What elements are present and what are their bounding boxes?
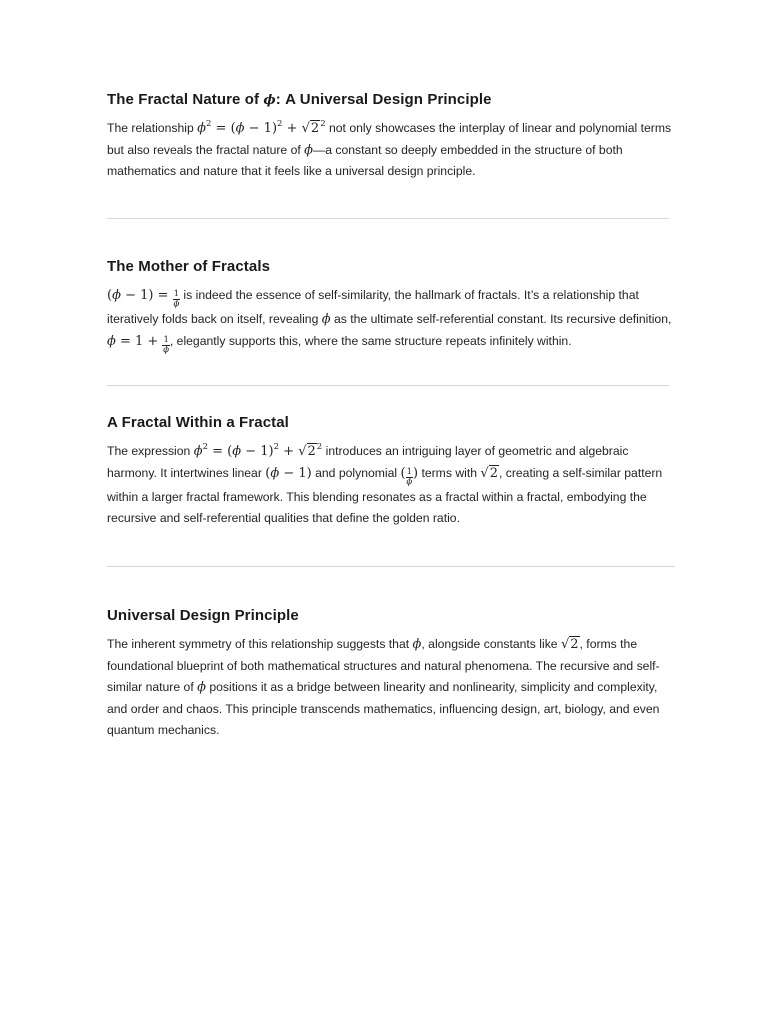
section-paragraph: The expression $\phi^2 = (\phi - 1)^2 + √2^2$ introduces an intriguing layer of geometric and algebraic harmony. It intertwines linear (ϕ − 1) and polynomial ( $\frac{1}{\phi}$ ) terms with √2, creating a self-similar pattern within a larger fractal framework. This blending resonates as a fractal within a fractal, embodying the recursive and self-referential qualities that define the golden ratio. [107, 442, 663, 525]
section-universal-design [107, 607, 675, 742]
phi-symbol: ϕ [304, 142, 314, 158]
section-title: The Mother of Fractals [107, 258, 271, 275]
section-title: Universal Design Principle [107, 607, 299, 624]
math-expression: $\phi^2 = (\phi - 1)^2 + √2^2$ [193, 442, 323, 459]
phi-symbol: ϕ [412, 637, 422, 652]
math-expression: (ϕ − 1) = $\frac{1}{\phi}$ [107, 288, 180, 309]
section-fractal-within-fractal [107, 414, 675, 530]
math-expression: (ϕ − 1) [265, 465, 312, 481]
phi-symbol: ϕ [321, 312, 331, 327]
divider [107, 218, 669, 219]
divider [107, 385, 669, 386]
math-expression: ( $\frac{1}{\phi}$ ) [400, 465, 419, 487]
section-paragraph: The relationship $\phi^2 = (\phi - 1)^2 + √2^2$ not only showcases the interplay of linear and polynomial terms but also reveals the fractal nature of ϕ—a constant so deeply embedded in the structure of both mathematics and nature that it feels like a universal design principle. [107, 119, 672, 178]
section-mother-of-fractals [107, 258, 675, 355]
math-expression: √2 [480, 465, 498, 481]
math-expression: $\phi^2 = (\phi - 1)^2 + √2^2$ [197, 119, 326, 136]
section-paragraph: The inherent symmetry of this relationship suggests that ϕ, alongside constants like √2, forms the foundational blueprint of both mathematical structures and natural phenomena. The recursive and self-similar nature of ϕ positions it as a bridge between linearity and nonlinearity, simplicity and complexity, and order and chaos. This principle transcends mathematics, influencing design, art, biology, and even quantum mechanics. [107, 634, 675, 742]
section-title: The Fractal Nature of ϕ: A Universal Design Principle [107, 91, 492, 108]
section-fractal-nature [107, 91, 675, 183]
phi-symbol: ϕ [263, 93, 276, 108]
phi-symbol: ϕ [197, 680, 206, 695]
math-expression: ϕ = 1 + $\frac{1}{\phi}$ [107, 333, 170, 355]
section-title: A Fractal Within a Fractal [107, 414, 289, 431]
math-expression: √2 [560, 637, 579, 652]
divider [107, 566, 675, 567]
section-paragraph: (ϕ − 1) = $\frac{1}{\phi}$ is indeed the essence of self-similarity, the hallmark of fractals. It’s a relationship that iteratively folds back on itself, revealing ϕ as the ultimate self-referential constant. Its recursive definition, ϕ = 1 + $\frac{1}{\phi}$ , elegantly supports this, where the same structure repeats infinitely within. [107, 288, 672, 355]
